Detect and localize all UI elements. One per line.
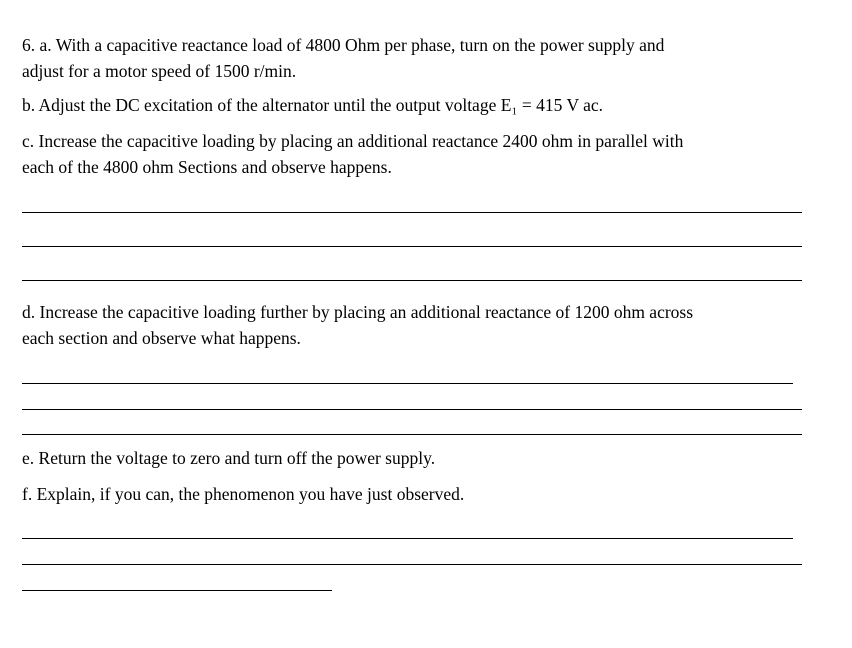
answer-line-f-3[interactable] (22, 590, 332, 591)
item-d-line-2: each section and observe what happens. (22, 328, 301, 348)
item-c (22, 128, 683, 180)
item-c-line-2: each of the 4800 ohm Sections and observe happens. (22, 157, 392, 177)
item-f (22, 481, 464, 507)
answer-line-d-3[interactable] (22, 434, 802, 435)
item-e-line-1: e. Return the voltage to zero and turn off the power supply. (22, 448, 436, 468)
answer-line-f-1[interactable] (22, 538, 793, 539)
item-b (22, 92, 603, 118)
item-a (22, 32, 664, 84)
item-d (22, 299, 693, 351)
answer-line-c-3[interactable] (22, 280, 802, 281)
item-b-line-1: b. Adjust the DC excitation of the alternator until the output voltage E₁ = 415 V ac. (22, 95, 604, 115)
item-a-line-2: adjust for a motor speed of 1500 r/min. (22, 61, 297, 81)
answer-line-d-2[interactable] (22, 409, 802, 410)
answer-line-c-2[interactable] (22, 246, 802, 247)
answer-line-c-1[interactable] (22, 212, 802, 213)
item-e (22, 445, 435, 471)
answer-line-f-2[interactable] (22, 564, 802, 565)
item-d-line-1: d. Increase the capacitive loading further by placing an additional reactance of 1200 ohm across (22, 302, 694, 322)
item-c-line-1: c. Increase the capacitive loading by placing an additional reactance 2400 ohm in parallel with (22, 131, 684, 151)
item-a-line-1: 6. a. With a capacitive reactance load of 4800 Ohm per phase, turn on the power supply and (22, 35, 665, 55)
item-f-line-1: f. Explain, if you can, the phenomenon you have just observed. (22, 484, 465, 504)
answer-line-d-1[interactable] (22, 383, 793, 384)
